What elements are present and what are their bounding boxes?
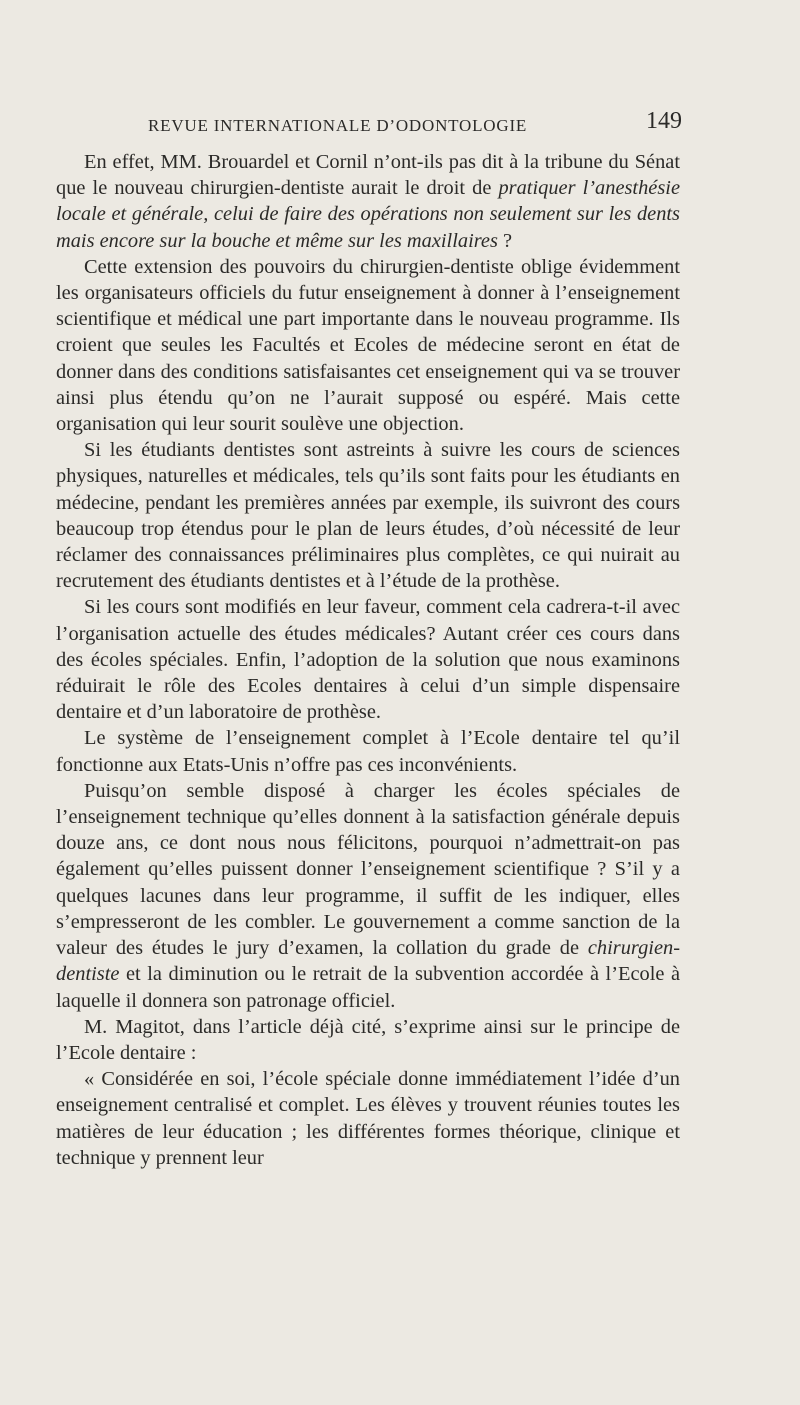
paragraph-5: Le système de l’enseignement complet à l’Ecole dentaire tel qu’il fonctionne aux Etats-Unis n’offre pas ces inconvénients. [56,727,680,776]
paragraph-3: Si les étudiants dentistes sont astreints à suivre les cours de sciences physiques, naturelles et médicales, tels qu’ils sont faits pour les étudiants en médecine, pendant les premières années par exemple, ils suivront des cours beaucoup trop étendus pour le plan de leurs études, d’où nécessité de leur réclamer des connaissances préliminaires plus complètes, ce qui nuirait au recrutement des étudiants dentistes et à l’étude de la prothèse. [56,439,680,593]
paragraph-6 [56,778,680,1014]
paragraph-1 [56,149,680,254]
paragraph-6-italic: chirurgien-dentiste [56,937,680,986]
paragraph-1-italic: pratiquer l’anesthésie locale et générale, celui de faire des opérations non seulement sur les dents mais encore sur la bouche et même sur les maxillaires [56,177,680,252]
body-text [56,149,680,1171]
running-title: REVUE INTERNATIONALE D’ODONTOLOGIE [148,116,528,135]
page-number: 149 [646,108,682,134]
paragraph-1-end: ? [497,229,513,252]
paragraph-4: Si les cours sont modifiés en leur faveur, comment cela cadrera-t-il avec l’organisation actuelle des études médicales? Autant créer ces cours dans des écoles spéciales. Enfin, l’adoption de la solution que nous examinons réduirait le rôle des Ecoles dentaires à celui d’un simple dispensaire dentaire et d’un laboratoire de prothèse. [56,596,680,724]
paragraph-8-quote: « Considérée en soi, l’école spéciale donne immédiatement l’idée d’un enseignement centralisé et complet. Les élèves y trouvent réunies toutes les matières de leur éducation ; les différentes formes théorique, clinique et technique y prennent leur [56,1068,680,1169]
paragraph-2: Cette extension des pouvoirs du chirurgien-dentiste oblige évidemment les organisateurs officiels du futur enseignement à donner à l’enseignement scientifique et médical une part importante dans le nouveau programme. Ils croient que seules les Facultés et Ecoles de médecine seront en état de donner dans des conditions satisfaisantes cet enseignement qui va se trouver ainsi plus étendu qu’on ne l’aurait supposé ou espéré. Mais cette organisation qui leur sourit soulève une objection. [56,255,680,436]
paragraph-6-text: Puisqu’on semble disposé à charger les écoles spéciales de l’enseignement technique qu’elles donnent à la satisfaction générale depuis douze ans, ce dont nous nous félicitons, pourquoi n’admettrait-on pas également qu’elles puissent donner l’enseignement scientifique ? S’il y a quelques lacunes dans leur programme, il suffit de les indiquer, elles s’empresseront de les combler. Le gouvernement a comme sanction de la valeur des études le jury d’examen, la collation du grade de [56,779,680,960]
paragraph-7: M. Magitot, dans l’article déjà cité, s’exprime ainsi sur le principe de l’Ecole dentaire : [56,1015,680,1064]
paragraph-1-text: En effet, MM. Brouardel et Cornil n’ont-ils pas dit à la tribune du Sénat que le nouveau chirurgien-dentiste aurait le droit de [56,151,680,200]
paragraph-6-end: et la diminution ou le retrait de la subvention accordée à l’Ecole à laquelle il donnera son patronage officiel. [56,963,680,1012]
